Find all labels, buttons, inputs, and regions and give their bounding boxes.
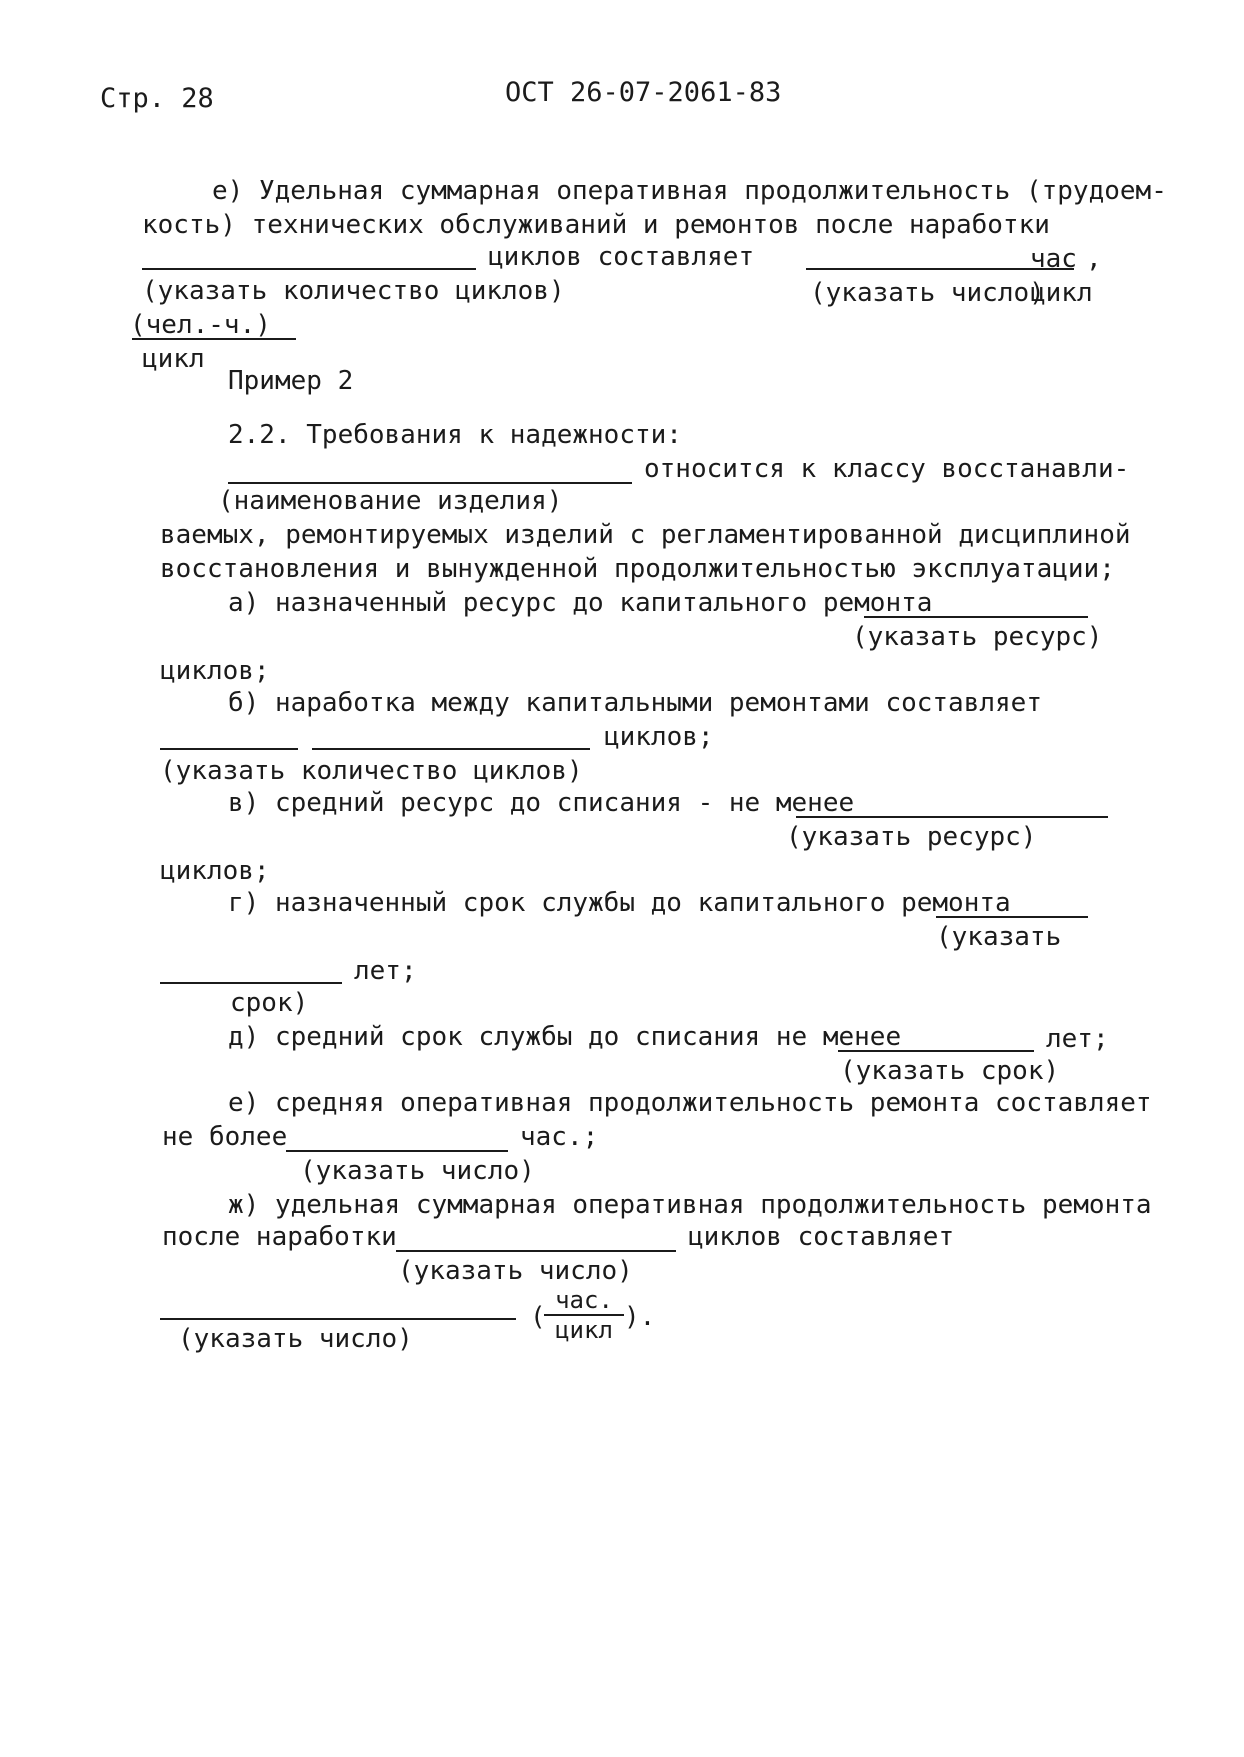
belongs-text: относится к классу восстанавли- bbox=[644, 454, 1130, 484]
fraction-numerator: час. bbox=[544, 1286, 624, 1316]
item-g-text: г) назначенный срок службы до капитального ремонта bbox=[228, 888, 1011, 918]
item-e2-prefix: не более bbox=[162, 1122, 288, 1152]
item-b-tail: циклов; bbox=[604, 722, 714, 752]
manhours-fraction-line bbox=[132, 338, 296, 340]
item-v-hint: (указать ресурс) bbox=[786, 822, 1037, 852]
item-g-tail: лет; bbox=[354, 956, 417, 986]
item-zh-prefix: после наработки bbox=[162, 1222, 397, 1252]
blank-cycles-count bbox=[142, 268, 476, 270]
item-zh-hint2: (указать число) bbox=[178, 1324, 413, 1354]
item-b-hint: (указать количество циклов) bbox=[160, 756, 583, 786]
blank-cycles-zh bbox=[396, 1250, 676, 1252]
item-a-text: а) назначенный ресурс до капитального ремонта bbox=[228, 588, 933, 618]
hint-number: (указать число) bbox=[810, 278, 1045, 308]
section-e-line2: кость) технических обслуживаний и ремонтов после наработки bbox=[142, 210, 1050, 240]
item-d-text: д) средний срок службы до списания не менее bbox=[228, 1022, 902, 1052]
manhours-unit: (чел.-ч.) bbox=[130, 310, 271, 340]
item-e2-hint: (указать число) bbox=[300, 1156, 535, 1186]
example-title: Пример 2 bbox=[228, 366, 354, 396]
item-a-hint: (указать ресурс) bbox=[852, 622, 1103, 652]
item-v-tail: циклов; bbox=[160, 856, 270, 886]
item-e2-tail: час.; bbox=[520, 1122, 599, 1152]
fraction-denominator: цикл bbox=[555, 1316, 613, 1344]
blank-resource-v bbox=[796, 816, 1108, 818]
blank-b-part1 bbox=[160, 748, 298, 750]
standard-code: ОСТ 26-07-2061-83 bbox=[505, 77, 782, 108]
item-zh-text: ж) удельная суммарная оперативная продолжительность ремонта bbox=[228, 1190, 1152, 1220]
item-g-hint2: срок) bbox=[230, 988, 309, 1018]
cycles-text: циклов составляет bbox=[488, 242, 755, 272]
blank-term-g-2 bbox=[160, 982, 342, 984]
blank-product-name bbox=[228, 482, 632, 484]
item-d-hint: (указать срок) bbox=[840, 1056, 1060, 1086]
comma: , bbox=[1086, 244, 1102, 274]
cycle-word-2: цикл bbox=[142, 344, 205, 374]
blank-number-e2 bbox=[286, 1150, 508, 1152]
item-d-tail: лет; bbox=[1046, 1024, 1109, 1054]
blank-term-g-1 bbox=[936, 916, 1088, 918]
paren-open: ( bbox=[530, 1302, 546, 1332]
item-b-text: б) наработка между капитальными ремонтами составляет bbox=[228, 688, 1042, 718]
item-a-tail: циклов; bbox=[160, 656, 270, 686]
blank-resource-a bbox=[864, 616, 1088, 618]
item-g-hint1: (указать bbox=[936, 922, 1062, 952]
blank-number-zh bbox=[160, 1318, 516, 1320]
item-e2-text: е) средняя оперативная продолжительность ремонта составляет bbox=[228, 1088, 1152, 1118]
blank-b-part2 bbox=[312, 748, 590, 750]
section-22-title: 2.2. Требования к надежности: bbox=[228, 420, 682, 450]
item-v-text: в) средний ресурс до списания - не менее bbox=[228, 788, 855, 818]
hours-word: час bbox=[1030, 244, 1077, 274]
item-zh-hint: (указать число) bbox=[398, 1256, 633, 1286]
hint-product-name: (наименование изделия) bbox=[218, 486, 563, 516]
cycle-word: цикл bbox=[1030, 278, 1093, 308]
item-zh-tail: циклов составляет bbox=[688, 1222, 955, 1252]
page-number: Стр. 28 bbox=[100, 83, 214, 114]
blank-term-d bbox=[838, 1050, 1034, 1052]
paren-close: ). bbox=[624, 1302, 656, 1332]
section-22-line3: восстановления и вынужденной продолжительностью эксплуатации; bbox=[160, 554, 1115, 584]
hours-per-cycle-fraction bbox=[544, 1286, 624, 1344]
section-22-line2: ваемых, ремонтируемых изделий с регламентированной дисциплиной bbox=[160, 520, 1131, 550]
hint-cycles-count: (указать количество циклов) bbox=[142, 276, 565, 306]
section-e-line1: е) Удельная суммарная оперативная продолжительность (трудоем- bbox=[212, 176, 1167, 206]
